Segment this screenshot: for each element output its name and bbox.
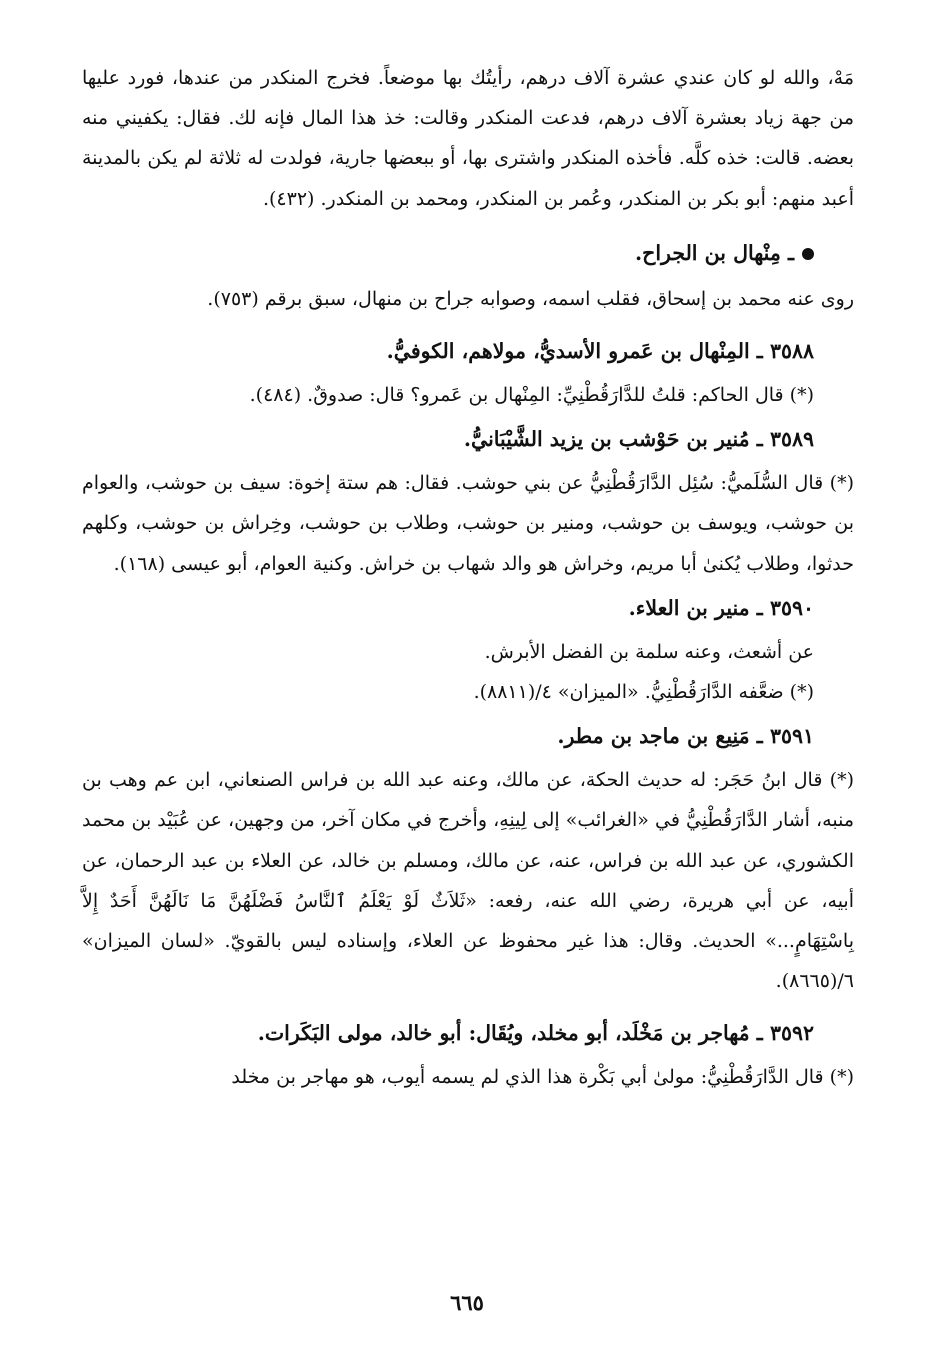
entry-paragraph: (*) قال الدَّارَقُطْنِيُّ: مولىٰ أبي بَكْرة هذا الذي لم يسمه أيوب، هو مهاجر بن مخلد: [231, 1066, 854, 1089]
entry-heading: ٣٥٩٠ ـ منير بن العلاء.: [628, 595, 814, 620]
entry-paragraph: (*) ضعَّفه الدَّارَقُطْنِيُّ. «الميزان» ٤/(٨٨١١).: [473, 681, 814, 704]
entry-heading: ٣٥٩١ ـ مَنِيع بن ماجد بن مطر.: [557, 724, 814, 749]
intro-paragraph: مَهْ، والله لو كان عندي عشرة آلاف درهم، رأيتُك بها موضعاً. فخرج المنكدر من عندها، فورد عليها من جهة زياد بعشرة آلاف درهم، فدعت المنكدر وقالت: خذ هذا المال فإنه لك. فقال: يكفيني منه بعضه. قالت: خذه كلَّه. فأخذه المنكدر واشترى بها، أو ببعضها جارية، فولدت له ثلاثة لم يكن بالمدينة أعبد منهم: أبو بكر بن المنكدر، وعُمر بن المنكدر، ومحمد بن المنكدر. (٤٣٢).: [82, 67, 854, 210]
document-page: [82, 58, 854, 1308]
entry-paragraph: روى عنه محمد بن إسحاق، فقلب اسمه، وصوابه جراح بن منهال، سبق برقم (٧٥٣).: [207, 287, 854, 310]
page-number: ٦٦٥: [450, 1290, 484, 1315]
entry-heading-text: ـ مِنْهال بن الجراح.: [634, 240, 794, 265]
entry-heading: ٣٥٨٨ ـ المِنْهال بن عَمرو الأسديُّ، مولاهم، الكوفيُّ.: [386, 339, 814, 364]
entry-heading: [82, 227, 854, 279]
entry-paragraph: (*) قال السُّلَميُّ: سُئِل الدَّارَقُطْنِيُّ عن بني حوشب. فقال: هم ستة إخوة: سيف بن حوشب، والعوام بن حوشب، ويوسف بن حوشب، ومنير بن حوشب، وطلاب بن حوشب، وخِراش بن حوشب، وكلهم حدثوا، وطلاب يُكنىٰ أبا مريم، وخراش هو والد شهاب بن خراش. وكنية العوام، أبو عيسى (١٦٨).: [82, 472, 854, 575]
bullet-icon: [802, 248, 814, 260]
entry-heading: ٣٥٩٢ ـ مُهاجر بن مَخْلَد، أبو مخلد، ويُقَال: أبو خالد، مولى البَكَرات.: [257, 1021, 814, 1046]
entry-heading: ٣٥٨٩ ـ مُنير بن حَوْشب بن يزيد الشَّيْبَانيُّ.: [463, 427, 814, 452]
entry-paragraph: (*) قال ابنُ حَجَر: له حديث الحكة، عن مالك، وعنه عبد الله بن فراس الصنعاني، ابن عم وهب بن منبه، أشار الدَّارَقُطْنِيُّ في «الغرائب» إلى لِينِهِ، وأخرج في مكان آخر، من وجهين، عن عُبَيْد بن محمد الكشوري، عن عبد الله بن فراس، عنه، عن مالك، ومسلم بن خالد، عن العلاء بن عبد الرحمان، عن أبيه، عن أبي هريرة، رضي الله عنه، رفعه: «ثَلاَثٌ لَوْ يَعْلَمُ ٱلنَّاسُ فَضْلَهُنَّ مَا نَالَهُنَّ أَحَدٌ إِلاَّ بِاسْتِهَامٍ...» الحديث. وقال: هذا غير محفوظ عن العلاء، وإسناده ليس بالقويّ. «لسان الميزان» ٦/(٨٦٦٥).: [82, 769, 854, 993]
entry-paragraph: عن أشعث، وعنه سلمة بن الفضل الأبرش.: [484, 640, 814, 663]
entry-paragraph: (*) قال الحاكم: قلتُ للدَّارَقُطْنِيِّ: المِنْهال بن عَمرو؟ قال: صدوقٌ. (٤٨٤).: [249, 384, 814, 407]
